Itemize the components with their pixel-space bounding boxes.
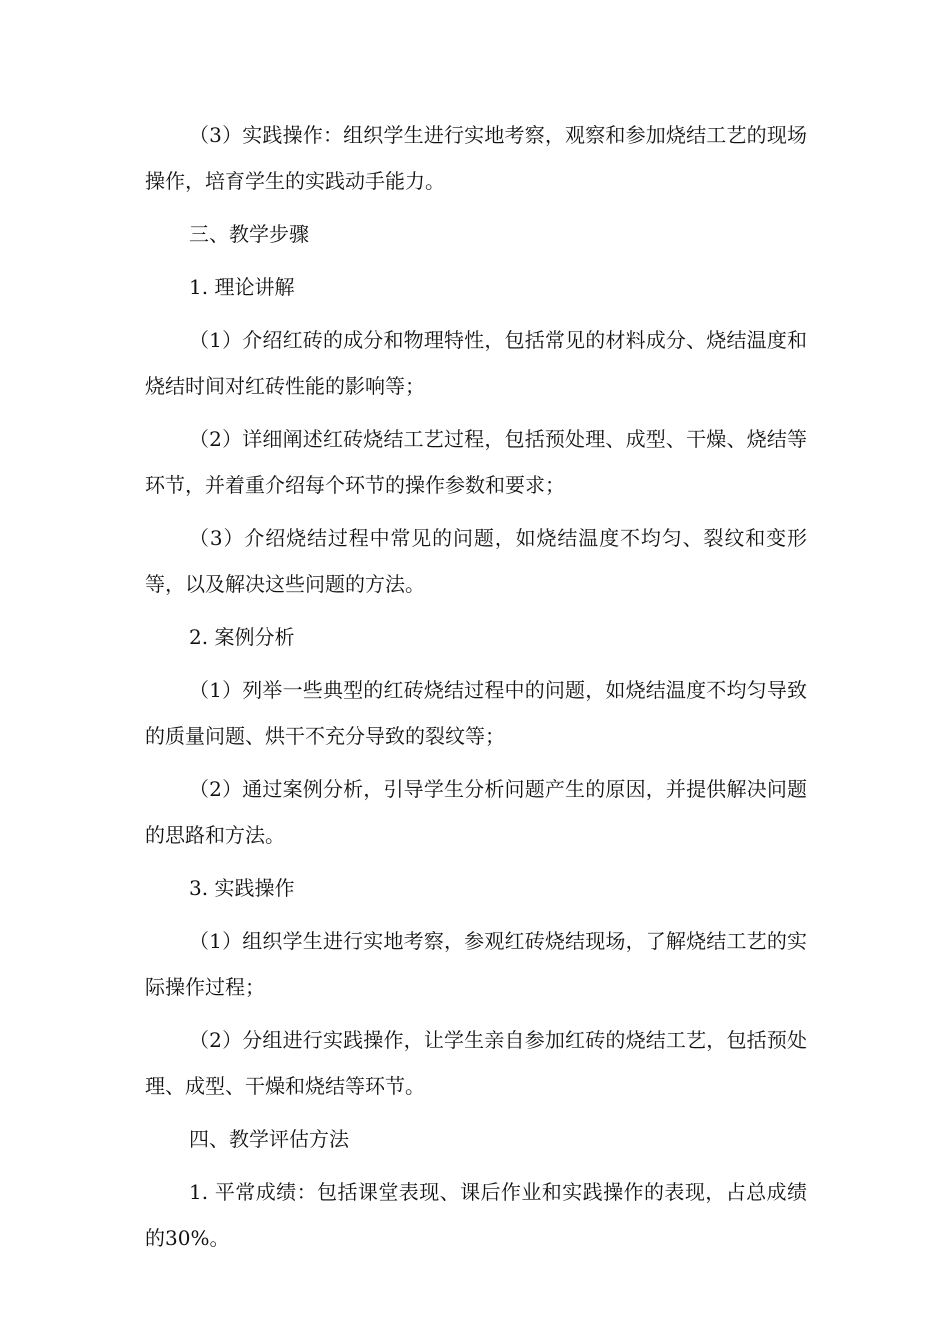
paragraph-practice-item-3: （3）实践操作：组织学生进行实地考察，观察和参加烧结工艺的现场操作，培育学生的实践动手能力。 [145, 123, 807, 193]
subheading-theory: 1. 理论讲解 [189, 275, 295, 299]
paragraph-case-item-2: （2）通过案例分析，引导学生分析问题产生的原因，并提供解决问题的思路和方法。 [145, 777, 807, 847]
paragraph-evaluation-item-1: 1. 平常成绩：包括课堂表现、课后作业和实践操作的表现，占总成绩的30%。 [145, 1180, 807, 1250]
subheading-practice: 3. 实践操作 [189, 876, 295, 900]
paragraph-theory-item-3: （3）介绍烧结过程中常见的问题，如烧结温度不均匀、裂纹和变形等，以及解决这些问题的方法。 [145, 526, 807, 596]
paragraph-theory-item-2: （2）详细阐述红砖烧结工艺过程，包括预处理、成型、干燥、烧结等环节，并着重介绍每个环节的操作参数和要求； [145, 427, 807, 497]
paragraph-case-item-1: （1）列举一些典型的红砖烧结过程中的问题，如烧结温度不均匀导致的质量问题、烘干不充分导致的裂纹等； [145, 678, 807, 748]
section-heading-teaching-steps: 三、教学步骤 [189, 222, 309, 246]
paragraph-practice-step-1: （1）组织学生进行实地考察，参观红砖烧结现场，了解烧结工艺的实际操作过程； [145, 929, 807, 999]
paragraph-theory-item-1: （1）介绍红砖的成分和物理特性，包括常见的材料成分、烧结温度和烧结时间对红砖性能的影响等； [145, 328, 807, 398]
paragraph-practice-step-2: （2）分组进行实践操作，让学生亲自参加红砖的烧结工艺，包括预处理、成型、干燥和烧结等环节。 [145, 1028, 807, 1098]
subheading-case-analysis: 2. 案例分析 [189, 625, 295, 649]
document-body [145, 112, 807, 1268]
section-heading-evaluation: 四、教学评估方法 [189, 1127, 349, 1151]
